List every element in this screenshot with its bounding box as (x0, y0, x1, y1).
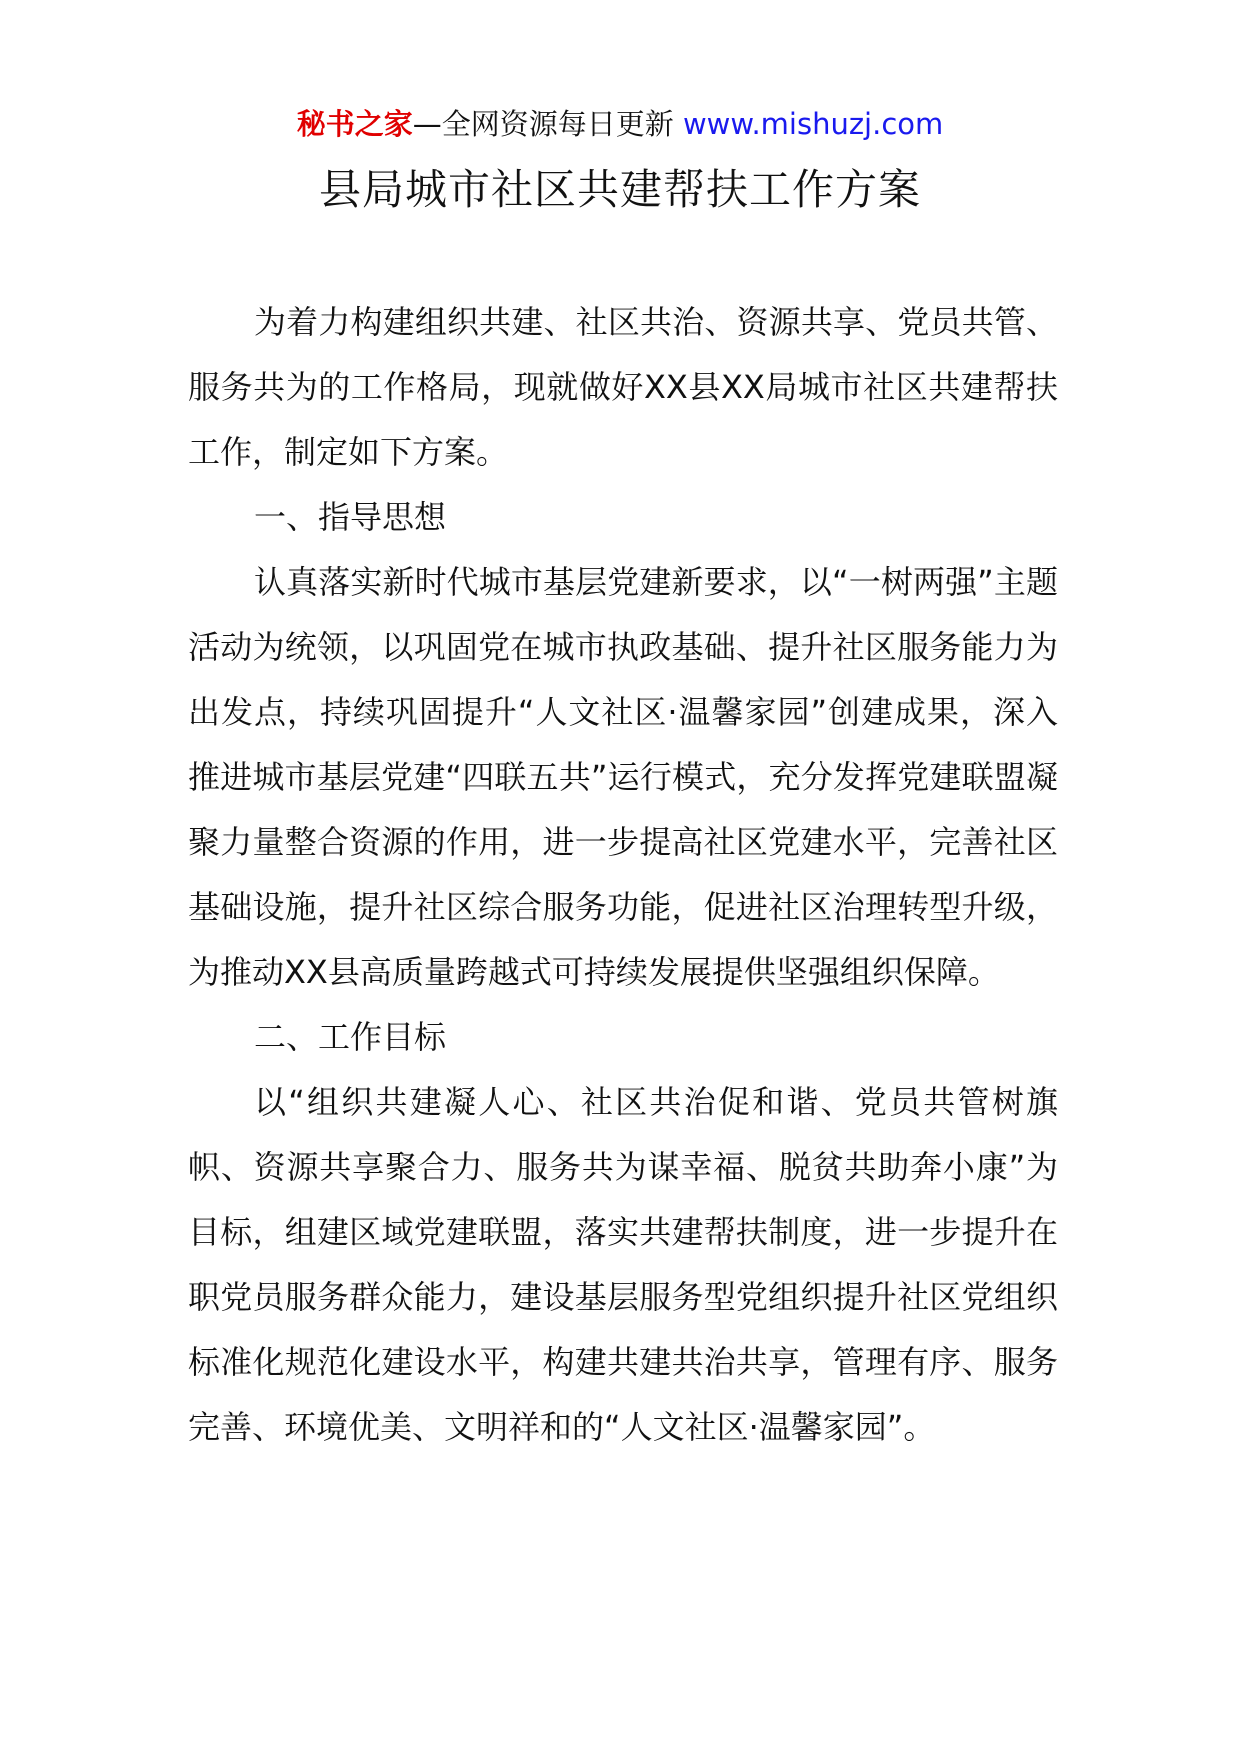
watermark-brand: 秘书之家 (296, 107, 413, 141)
guiding-ideology-paragraph: 认真落实新时代城市基层党建新要求，以“一树两强”主题活动为统领，以巩固党在城市执政基础、提升社区服务能力为出发点，持续巩固提升“人文社区·温馨家园”创建成果，深入推进城市基层党建“四联五共”运行模式，充分发挥党建联盟凝聚力量整合资源的作用，进一步提高社区党建水平，完善社区基础设施，提升社区综合服务功能，促进社区治理转型升级，为推动XX县高质量跨越式可持续发展提供坚强组织保障。 (188, 563, 1058, 991)
watermark-url[interactable]: www.mishuzj.com (682, 107, 944, 141)
document-body (188, 290, 1058, 1460)
document-title: 县局城市社区共建帮扶工作方案 (318, 165, 921, 214)
section-heading-guiding-ideology: 一、指导思想 (254, 498, 447, 536)
watermark-banner (0, 104, 1240, 144)
watermark-slogan: —全网资源每日更新 (412, 107, 683, 141)
section-heading-work-goals: 二、工作目标 (254, 1018, 447, 1056)
work-goals-paragraph: 以“组织共建凝人心、社区共治促和谐、党员共管树旗帜、资源共享聚合力、服务共为谋幸福、脱贫共助奔小康”为目标，组建区域党建联盟，落实共建帮扶制度，进一步提升在职党员服务群众能力，建设基层服务型党组织提升社区党组织标准化规范化建设水平，构建共建共治共享，管理有序、服务完善、环境优美、文明祥和的“人文社区·温馨家园”。 (188, 1083, 1058, 1446)
intro-paragraph: 为着力构建组织共建、社区共治、资源共享、党员共管、服务共为的工作格局，现就做好XX县XX局城市社区共建帮扶工作，制定如下方案。 (188, 303, 1058, 471)
